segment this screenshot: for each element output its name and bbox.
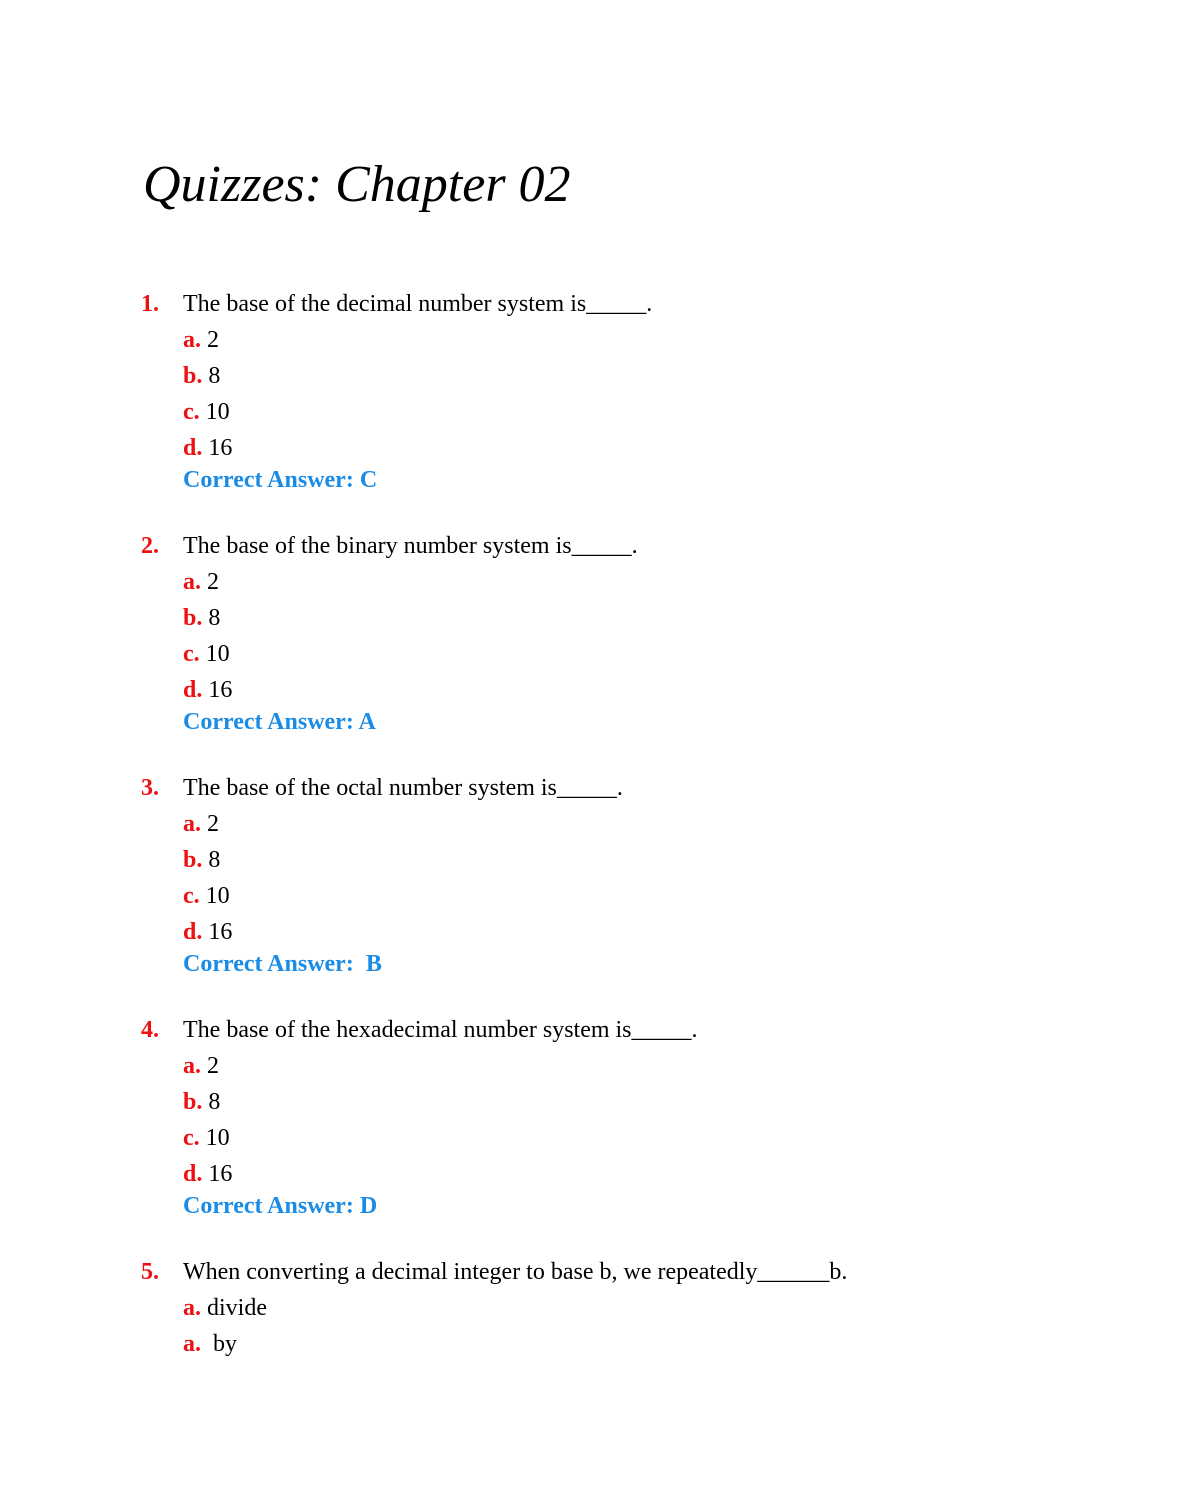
question-number: 2.: [141, 533, 159, 559]
option-d: [183, 430, 1141, 466]
correct-answer: Correct Answer: A: [183, 709, 376, 735]
option-a: [183, 322, 1141, 358]
option-letter: c.: [183, 399, 200, 425]
option-c: [183, 1120, 1141, 1156]
option-text: 16: [202, 677, 233, 703]
option-text: 10: [199, 641, 230, 667]
option-list: [183, 1290, 1141, 1362]
question-item: [141, 1012, 1141, 1222]
option-letter: b.: [183, 847, 203, 873]
option-text: 8: [202, 847, 221, 873]
question-item: [141, 286, 1141, 496]
option-letter: a.: [183, 811, 201, 837]
option-text: 2: [201, 811, 219, 837]
option-a: [183, 1290, 1141, 1326]
option-list: [183, 1048, 1141, 1192]
option-c: [183, 636, 1141, 672]
correct-answer: Correct Answer: D: [183, 1193, 378, 1219]
question-line: [141, 286, 1141, 322]
question-number: 5.: [141, 1259, 159, 1285]
question-text: The base of the hexadecimal number system is_____.: [183, 1017, 698, 1043]
option-text: divide: [201, 1295, 267, 1321]
option-text: 2: [201, 569, 219, 595]
question-text: When converting a decimal integer to base b, we repeatedly______b.: [183, 1259, 848, 1285]
question-item: [141, 770, 1141, 980]
option-b: [183, 600, 1141, 636]
option-b: [183, 1084, 1141, 1120]
question-text: The base of the decimal number system is_____.: [183, 291, 653, 317]
option-letter: a.: [183, 1331, 201, 1357]
question-item: [141, 1254, 1141, 1362]
option-text: 10: [199, 399, 230, 425]
option-letter: b.: [183, 363, 203, 389]
option-a: [183, 564, 1141, 600]
option-text: 2: [201, 1053, 219, 1079]
question-number: 3.: [141, 775, 159, 801]
option-text: 8: [202, 363, 221, 389]
option-letter: c.: [183, 641, 200, 667]
option-letter: c.: [183, 883, 200, 909]
option-letter: a.: [183, 1053, 201, 1079]
option-text: 10: [199, 1125, 230, 1151]
option-list: [183, 806, 1141, 950]
option-letter: c.: [183, 1125, 200, 1151]
option-b: [183, 358, 1141, 394]
question-number: 4.: [141, 1017, 159, 1043]
question-line: [141, 770, 1141, 806]
option-c: [183, 878, 1141, 914]
option-c: [183, 394, 1141, 430]
option-letter: d.: [183, 1161, 203, 1187]
option-list: [183, 322, 1141, 466]
option-a: [183, 806, 1141, 842]
option-letter: d.: [183, 919, 203, 945]
question-text: The base of the binary number system is_____.: [183, 533, 638, 559]
option-text: 10: [199, 883, 230, 909]
correct-answer: Correct Answer: C: [183, 467, 378, 493]
option-letter: b.: [183, 605, 203, 631]
question-list: [141, 286, 1141, 1394]
question-line: [141, 1012, 1141, 1048]
option-text: 16: [202, 1161, 233, 1187]
option-text: 16: [202, 919, 233, 945]
option-list: [183, 564, 1141, 708]
question-line: [141, 1254, 1141, 1290]
option-letter: a.: [183, 327, 201, 353]
option-letter: b.: [183, 1089, 203, 1115]
correct-answer: Correct Answer: B: [183, 951, 382, 977]
option-d: [183, 672, 1141, 708]
option-letter: a.: [183, 569, 201, 595]
option-text: 8: [202, 605, 221, 631]
question-number: 1.: [141, 291, 159, 317]
question-line: [141, 528, 1141, 564]
option-b: [183, 842, 1141, 878]
option-a: [183, 1048, 1141, 1084]
option-d: [183, 914, 1141, 950]
option-text: 16: [202, 435, 233, 461]
option-text: by: [201, 1331, 237, 1357]
option-text: 8: [202, 1089, 221, 1115]
option-letter: d.: [183, 677, 203, 703]
option-letter: a.: [183, 1295, 201, 1321]
question-text: The base of the octal number system is_____.: [183, 775, 623, 801]
page-title: Quizzes: Chapter 02: [143, 156, 571, 213]
option-a: [183, 1326, 1141, 1362]
option-text: 2: [201, 327, 219, 353]
option-d: [183, 1156, 1141, 1192]
question-item: [141, 528, 1141, 738]
option-letter: d.: [183, 435, 203, 461]
